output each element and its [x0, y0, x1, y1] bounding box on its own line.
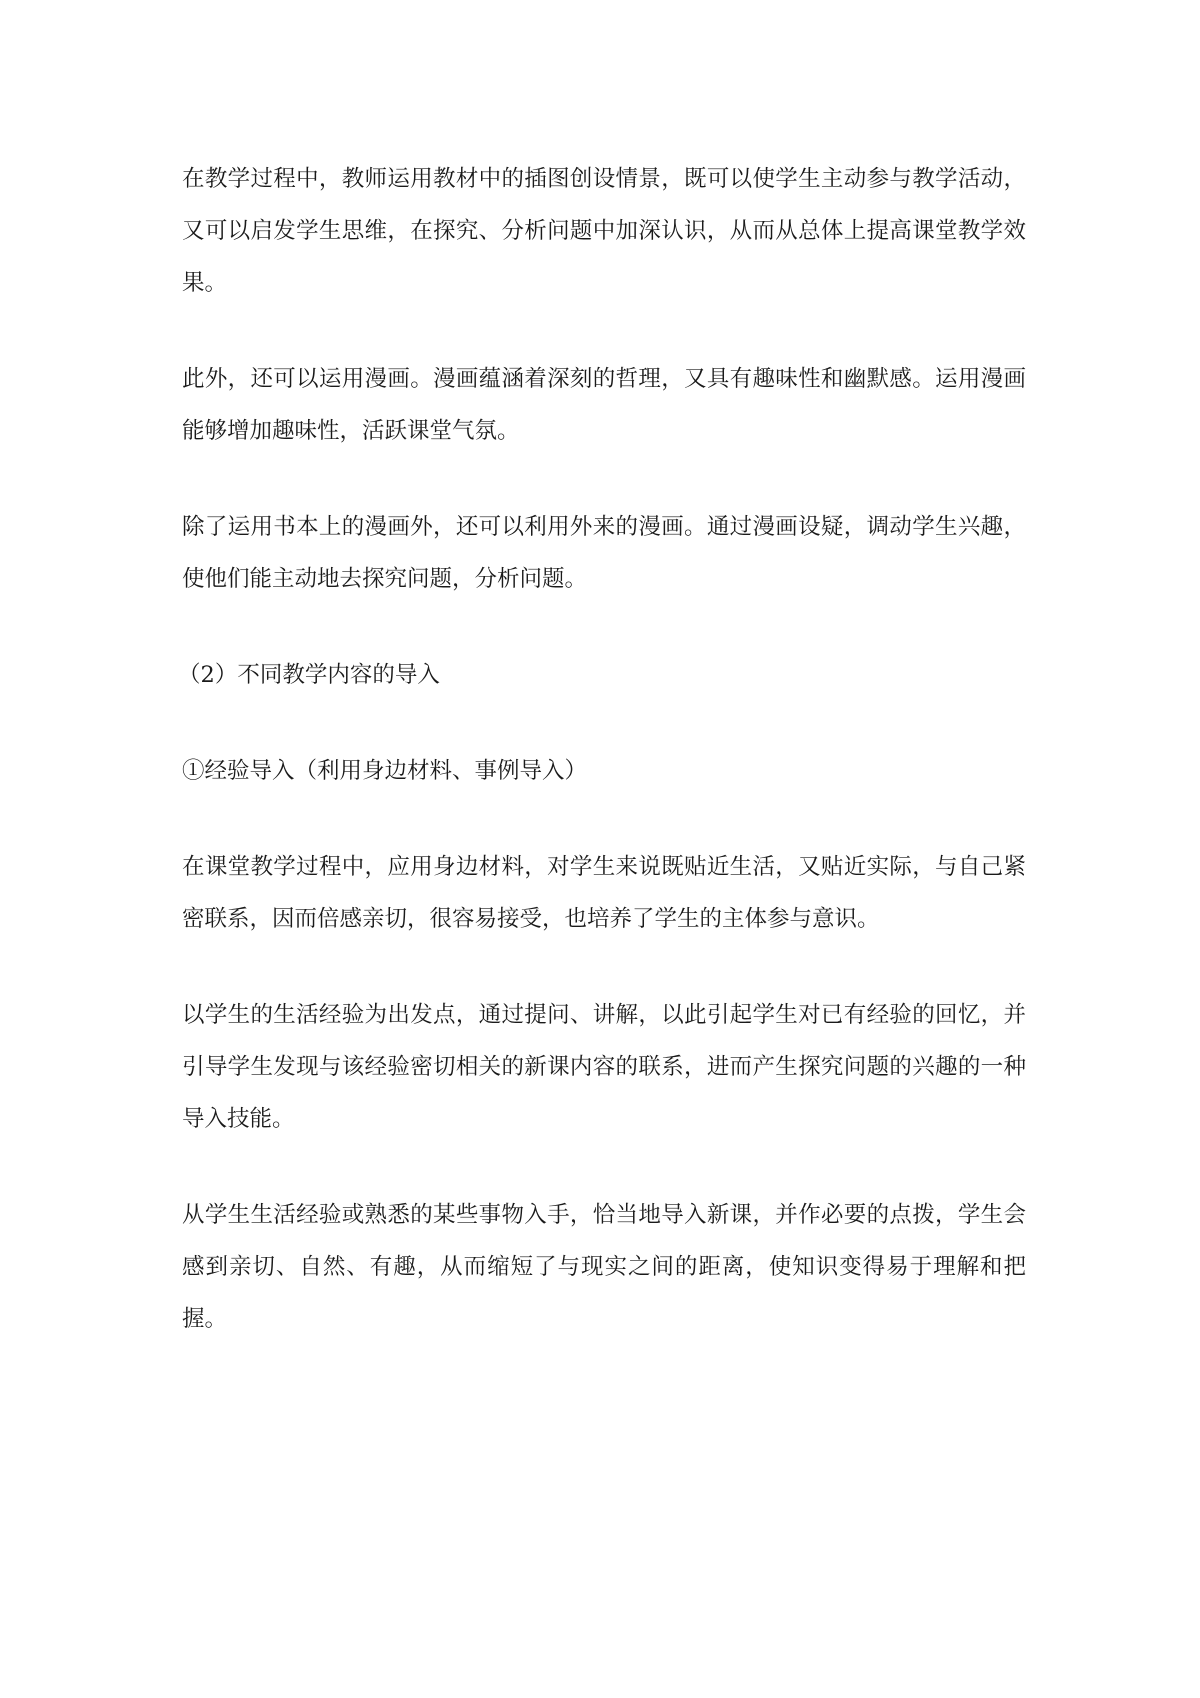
document-body [178, 153, 1026, 1389]
subsection-heading: ①经验导入（利用身边材料、事例导入） [182, 758, 588, 784]
paragraph-illustrations: 在教学过程中，教师运用教材中的插图创设情景，既可以使学生主动参与教学活动，又可以启发学生思维，在探究、分析问题中加深认识，从而从总体上提高课堂教学效果。 [182, 166, 1026, 296]
paragraph-familiar-things: 从学生生活经验或熟悉的某些事物入手，恰当地导入新课，并作必要的点拨，学生会感到亲切、自然、有趣，从而缩短了与现实之间的距离，使知识变得易于理解和把握。 [182, 1202, 1026, 1332]
section-heading: （2）不同教学内容的导入 [178, 662, 440, 688]
paragraph-surrounding-materials: 在课堂教学过程中，应用身边材料，对学生来说既贴近生活，又贴近实际，与自己紧密联系，因而倍感亲切，很容易接受，也培养了学生的主体参与意识。 [182, 854, 1026, 932]
paragraph-external-comics: 除了运用书本上的漫画外，还可以利用外来的漫画。通过漫画设疑，调动学生兴趣，使他们能主动地去探究问题，分析问题。 [182, 514, 1026, 592]
paragraph-life-experience: 以学生的生活经验为出发点，通过提问、讲解，以此引起学生对已有经验的回忆，并引导学生发现与该经验密切相关的新课内容的联系，进而产生探究问题的兴趣的一种导入技能。 [182, 1002, 1026, 1132]
paragraph-comics: 此外，还可以运用漫画。漫画蕴涵着深刻的哲理，又具有趣味性和幽默感。运用漫画能够增加趣味性，活跃课堂气氛。 [182, 366, 1026, 444]
